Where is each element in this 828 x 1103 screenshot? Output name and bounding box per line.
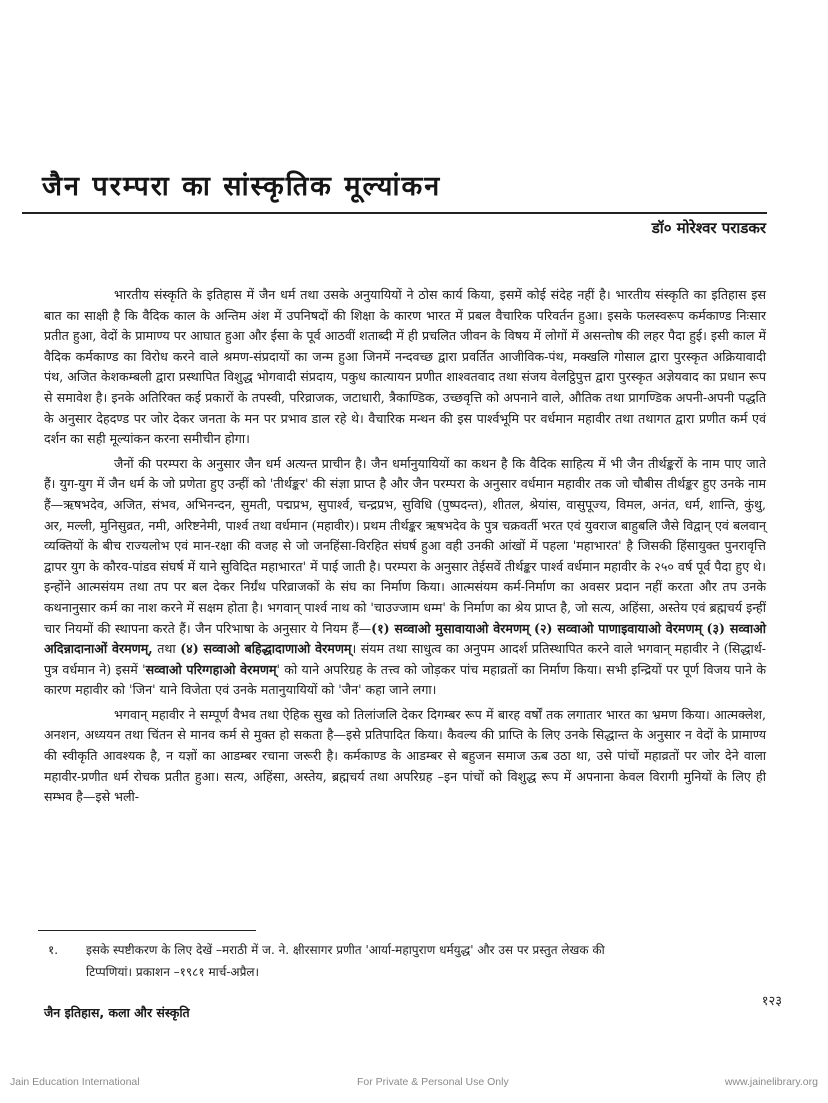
footnote-text-1: इसके स्पष्टीकरण के लिए देखें –मराठी में ज. ने. क्षीरसागर प्रणीत 'आर्या-महापुराण धर्मयुद्ध' और उस पर प्रस्तुत लेखक की [86, 943, 605, 957]
footnote [48, 939, 768, 983]
page-title: जैन परम्परा का सांस्कृतिक मूल्यांकन [42, 171, 442, 202]
footnote-rule [38, 930, 256, 931]
footer-website: www.jainelibrary.org [724, 1076, 818, 1088]
running-footer: जैन इतिहास, कला और संस्कृति [44, 1005, 190, 1020]
footnote-line-1 [48, 939, 768, 961]
rule-1: (१) सव्वाओ मुसावायाओ वेरमणम् [371, 620, 530, 636]
footnote-number: १. [48, 943, 59, 957]
paragraph-2 [44, 454, 766, 701]
page-number: १२३ [761, 994, 782, 1009]
rule-connector: तथा [152, 641, 181, 657]
author-name: डॉ० मोरेश्वर पराडकर [651, 219, 766, 237]
paragraph-3: भगवान् महावीर ने सम्पूर्ण वैभव तथा ऐहिक सुख को तिलांजलि देकर दिगम्बर रूप में बारह वर्षों तक लगातार भारत का भ्रमण किया। आत्मक्लेश, अनशन, अध्ययन तथा चिंतन से मानव कर्म से मुक्त हो सकता है—इसे प्रतिपादित किया। कैवल्य की प्राप्ति के लिए उनके सिद्धान्त के अनुसार न वेदों के प्रामाण्य की स्वीकृति आवश्यक है, न यज्ञों का आडम्बर रचाना जरूरी है। कर्मकाण्ड के आडम्बर से बहुजन समाज ऊब उठा था, उसे पांचों महाव्रतों पर जोर देने वाला महावीर-प्रणीत धर्म रोचक प्रतीत हुआ। सत्य, अहिंसा, अस्तेय, ब्रह्मचर्य तथा अपरिग्रह –इन पांचों को विशुद्ध रूप में अपनाना केवल विरागी मुनियों के लिए ही सम्भव है—इसे भली- [44, 706, 766, 805]
title-rule [22, 212, 767, 214]
rule-4: (४) सव्वाओ बहिद्धादाणाओ वेरमणम् [180, 641, 352, 657]
article-body [44, 285, 766, 808]
paragraph-2-text-b: । संयम तथा साधुत्व का अनुपम आदर्श प्रतिस्थापित करने वाले भगवान् महावीर ने (सिद्धार्थ-पुत्र वर्धमान ने) इसमें ' [44, 641, 767, 677]
footer-publisher: Jain Education International [10, 1076, 140, 1088]
paragraph-1: भारतीय संस्कृति के इतिहास में जैन धर्म तथा उसके अनुयायियों ने ठोस कार्य किया, इसमें कोई संदेह नहीं है। भारतीय संस्कृति का इतिहास इस बात का साक्षी है कि वैदिक काल के अन्तिम अंश में उपनिषदों की शिक्षा के कारण भारत में प्रबल वैचारिक परिवर्तन हुआ। इसके फलस्वरूप कर्मकाण्ड निःसार प्रतीत हुआ, वेदों के प्रामाण्य पर आघात हुआ और ईसा के पूर्व आठवीं शताब्दी में ही प्रचलित जीवन के विषय में लोगों में असन्तोष की लहर पैदा हुई। इसी काल में वैदिक कर्मकाण्ड का विरोध करने वाले श्रमण-संप्रदायों का जन्म हुआ जिनमें नन्दवच्छ द्वारा प्रवर्तित आजीविक-पंथ, मक्खलि गोसाल द्वारा पुरस्कृत अक्रियावादी पंथ, अजित केशकम्बली द्वारा प्रस्थापित विशुद्ध भोगवादी संप्रदाय, पकुध कात्यायन प्रणीत शाश्वतवाद तथा संजय वेलट्ठिपुत्त द्वारा पुरस्कृत अज्ञेयवाद का प्रधान रूप से समावेश है। इनके अतिरिक्त कई प्रकारों के तपस्वी, परिव्राजक, जटाधारी, त्रैकाण्डिक, उच्छवृत्ति को अपनाने वाले, औतिक तथा प्रागण्डिक अपनी-अपनी पद्धति के अनुसार देहदण्ड पर जोर देकर जनता के मन पर प्रभाव डाल रहे थे। वैचारिक मन्थन की इस पार्श्वभूमि पर वर्धमान महावीर तथा तथागत द्वारा प्रणीत कर्म एवं दर्शन का सही मूल्यांकन करना समीचीन होगा। [44, 287, 766, 447]
rule-5: सव्वाओ परिग्गहाओ वेरमणम् [145, 661, 277, 677]
paragraph-2-text-a: जैनों की परम्परा के अनुसार जैन धर्म अत्यन्त प्राचीन है। जैन धर्मानुयायियों का कथन है कि वैदिक साहित्य में भी जैन तीर्थङ्करों के नाम पाए जाते हैं। युग-युग में जैन धर्म के जो प्रणेता हुए उन्हीं को 'तीर्थङ्कर' की संज्ञा प्राप्त है और जैन परम्परा के अनुसार वर्धमान महावीर तक जो चौबीस तीर्थङ्कर हुए उनके नाम हैं—ऋषभदेव, अजित, संभव, अभिनन्दन, सुमती, पद्मप्रभ, सुपार्श्व, चन्द्रप्रभ, सुविधि (पुष्पदन्त), शीतल, श्रेयांस, वासुपूज्य, विमल, अनंत, धर्म, शान्ति, कुंथु, अर, मल्ली, मुनिसुव्रत, नमी, अरिष्टनेमी, पार्श्व तथा वर्धमान (महावीर)। प्रथम तीर्थङ्कर ऋषभदेव के पुत्र चक्रवर्ती भरत एवं युवराज बाहुबलि जैसे विद्वान् एवं बलवान् व्यक्तियों के बीच राज्यलोभ एवं मान-रक्षा की वजह से जो जनहिंसा-विरहित संघर्ष हुआ वही उनकी आंखों में पहला 'महाभारत' है जिसकी हिंसायुक्त पुनरावृत्ति द्वापर युग के कौरव-पांडव संघर्ष में याने सुविदित महाभारत' में पाई जाती है। परम्परा के अनुसार तेईसवें तीर्थङ्कर पार्श्व वर्धमान महावीर के २५० वर्ष पूर्व पैदा हुए थे। इन्होंने आत्मसंयम तथा तप पर बल देकर निर्ग्रंथ परिव्राजकों के संघ का निर्माण किया। आत्मसंयम कर्म-निर्माण का अवसर प्रदान नहीं करता और तप उनके कथनानुसार कर्म का नाश करने में सक्षम होता है। भगवान् पार्श्व नाथ को 'चाउज्जाम धम्म' के निर्माण का श्रेय प्राप्त है, जो सत्य, अहिंसा, अस्तेय एवं ब्रह्मचर्य इन्हीं चार नियमों की स्थापना करते हैं। जैन परिभाषा के अनुसार ये नियम हैं— [44, 455, 766, 636]
rule-3: (३) सव्वाओ अदिन्नादानाओं वेरमणम्, [44, 620, 766, 657]
paragraph-2-text-c: ' को याने अपरिग्रह के तत्त्व को जोड़कर पांच महाव्रतों का निर्माण किया। सभी इन्द्रियों पर पूर्ण विजय पाने के कारण महावीर को 'जिन' याने विजेता एवं उनके मतानुयायियों को 'जैन' कहा जाने लगा। [44, 661, 766, 698]
footer-usage-note: For Private & Personal Use Only [357, 1076, 509, 1088]
rule-2: (२) सव्वाओ पाणाइवायाओ वेरमणम् [534, 620, 703, 636]
footnote-line-2: टिप्पणियां। प्रकाशन –१९८१ मार्च-अप्रैल। [86, 965, 260, 979]
